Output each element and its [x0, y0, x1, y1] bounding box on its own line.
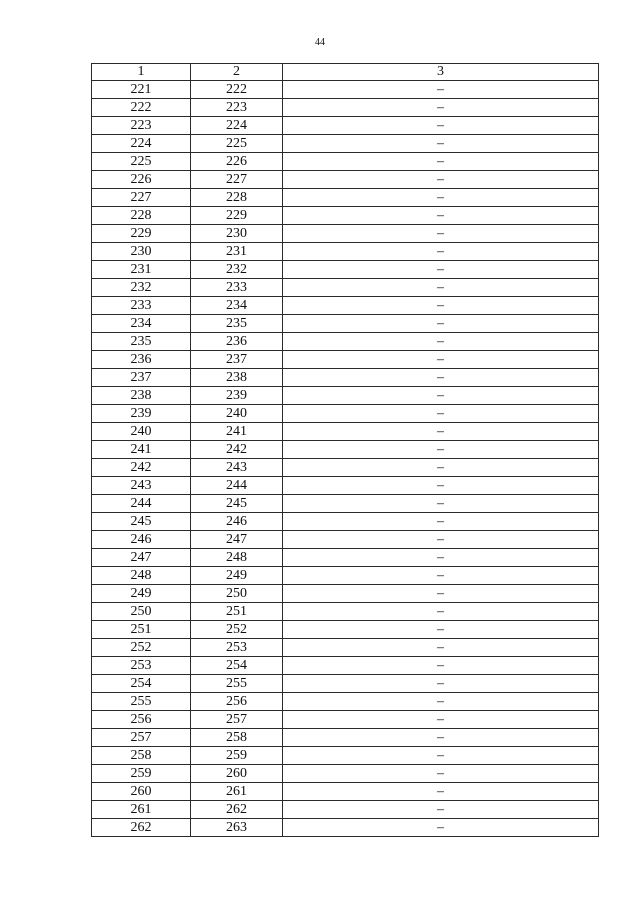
table-cell-col-3: –	[283, 81, 599, 99]
table-cell-col-1: 239	[92, 405, 191, 423]
table-cell-col-1: 246	[92, 531, 191, 549]
table-cell-col-3: –	[283, 549, 599, 567]
table-row	[92, 423, 599, 441]
table-row	[92, 495, 599, 513]
table-cell-col-1: 243	[92, 477, 191, 495]
table-cell-col-1: 226	[92, 171, 191, 189]
table-cell-col-3: –	[283, 297, 599, 315]
table-cell-col-2: 255	[191, 675, 283, 693]
table-header-row	[92, 64, 599, 81]
table-cell-col-1: 245	[92, 513, 191, 531]
table-cell-col-3: –	[283, 459, 599, 477]
table-cell-col-3: –	[283, 171, 599, 189]
table-cell-col-1: 240	[92, 423, 191, 441]
table-cell-col-2: 251	[191, 603, 283, 621]
table-cell-col-2: 263	[191, 819, 283, 837]
table-cell-col-1: 254	[92, 675, 191, 693]
table-row	[92, 297, 599, 315]
table-row	[92, 81, 599, 99]
table-cell-col-2: 224	[191, 117, 283, 135]
table-cell-col-2: 247	[191, 531, 283, 549]
table-cell-col-2: 260	[191, 765, 283, 783]
table-row	[92, 99, 599, 117]
table-cell-col-3: –	[283, 693, 599, 711]
table-row	[92, 243, 599, 261]
table-cell-col-1: 250	[92, 603, 191, 621]
table-body	[92, 81, 599, 837]
table-row	[92, 621, 599, 639]
table-cell-col-1: 221	[92, 81, 191, 99]
table-cell-col-2: 241	[191, 423, 283, 441]
table-cell-col-2: 240	[191, 405, 283, 423]
table-cell-col-2: 234	[191, 297, 283, 315]
table-cell-col-2: 222	[191, 81, 283, 99]
table-row	[92, 657, 599, 675]
table-cell-col-3: –	[283, 351, 599, 369]
table-cell-col-3: –	[283, 729, 599, 747]
table-cell-col-1: 231	[92, 261, 191, 279]
table-row	[92, 765, 599, 783]
table-cell-col-3: –	[283, 747, 599, 765]
table-row	[92, 189, 599, 207]
table-cell-col-2: 242	[191, 441, 283, 459]
table-cell-col-1: 261	[92, 801, 191, 819]
table-cell-col-3: –	[283, 333, 599, 351]
table-cell-col-2: 248	[191, 549, 283, 567]
table-row	[92, 171, 599, 189]
table-cell-col-2: 238	[191, 369, 283, 387]
table-cell-col-1: 229	[92, 225, 191, 243]
table-row	[92, 567, 599, 585]
table-cell-col-1: 234	[92, 315, 191, 333]
table-cell-col-1: 230	[92, 243, 191, 261]
table-row	[92, 441, 599, 459]
table-cell-col-2: 229	[191, 207, 283, 225]
table-cell-col-1: 233	[92, 297, 191, 315]
table-row	[92, 531, 599, 549]
table-cell-col-2: 243	[191, 459, 283, 477]
table-header	[92, 64, 599, 81]
table-cell-col-1: 258	[92, 747, 191, 765]
table-cell-col-1: 241	[92, 441, 191, 459]
table-cell-col-2: 261	[191, 783, 283, 801]
table-cell-col-1: 248	[92, 567, 191, 585]
table-cell-col-1: 255	[92, 693, 191, 711]
table-cell-col-3: –	[283, 315, 599, 333]
table-row	[92, 783, 599, 801]
column-header-3: 3	[283, 64, 599, 81]
table-cell-col-2: 235	[191, 315, 283, 333]
table-cell-col-2: 249	[191, 567, 283, 585]
table-row	[92, 369, 599, 387]
table-row	[92, 513, 599, 531]
table-cell-col-2: 257	[191, 711, 283, 729]
table-cell-col-2: 227	[191, 171, 283, 189]
table-cell-col-1: 236	[92, 351, 191, 369]
table-cell-col-3: –	[283, 135, 599, 153]
table-row	[92, 729, 599, 747]
table-row	[92, 135, 599, 153]
table-row	[92, 315, 599, 333]
table-cell-col-3: –	[283, 207, 599, 225]
table-cell-col-3: –	[283, 621, 599, 639]
table-cell-col-1: 237	[92, 369, 191, 387]
table-cell-col-3: –	[283, 117, 599, 135]
table-cell-col-3: –	[283, 369, 599, 387]
table-row	[92, 585, 599, 603]
table-cell-col-3: –	[283, 387, 599, 405]
table-row	[92, 261, 599, 279]
table-row	[92, 549, 599, 567]
column-header-1: 1	[92, 64, 191, 81]
table-cell-col-3: –	[283, 99, 599, 117]
table-row	[92, 405, 599, 423]
table-row	[92, 711, 599, 729]
table-row	[92, 387, 599, 405]
table-cell-col-1: 225	[92, 153, 191, 171]
table-cell-col-2: 237	[191, 351, 283, 369]
table-cell-col-1: 242	[92, 459, 191, 477]
table-cell-col-1: 256	[92, 711, 191, 729]
table-cell-col-3: –	[283, 405, 599, 423]
table-cell-col-1: 260	[92, 783, 191, 801]
table-cell-col-1: 235	[92, 333, 191, 351]
table-row	[92, 279, 599, 297]
table-cell-col-3: –	[283, 225, 599, 243]
table-row	[92, 207, 599, 225]
table-cell-col-1: 262	[92, 819, 191, 837]
table-cell-col-3: –	[283, 819, 599, 837]
table-cell-col-3: –	[283, 153, 599, 171]
table-cell-col-1: 247	[92, 549, 191, 567]
table-cell-col-3: –	[283, 495, 599, 513]
table-cell-col-2: 228	[191, 189, 283, 207]
table-cell-col-2: 230	[191, 225, 283, 243]
table-cell-col-3: –	[283, 423, 599, 441]
table-cell-col-2: 262	[191, 801, 283, 819]
table-cell-col-3: –	[283, 801, 599, 819]
table-cell-col-1: 232	[92, 279, 191, 297]
table-cell-col-3: –	[283, 279, 599, 297]
page-number: 44	[315, 37, 325, 48]
table-cell-col-1: 257	[92, 729, 191, 747]
table-cell-col-1: 253	[92, 657, 191, 675]
table-cell-col-2: 231	[191, 243, 283, 261]
table-cell-col-3: –	[283, 243, 599, 261]
table-cell-col-3: –	[283, 585, 599, 603]
table-cell-col-3: –	[283, 441, 599, 459]
table-cell-col-2: 259	[191, 747, 283, 765]
table-cell-col-3: –	[283, 639, 599, 657]
table-cell-col-2: 258	[191, 729, 283, 747]
table-cell-col-3: –	[283, 675, 599, 693]
table-row	[92, 477, 599, 495]
table-cell-col-1: 227	[92, 189, 191, 207]
table-cell-col-2: 232	[191, 261, 283, 279]
table-cell-col-2: 245	[191, 495, 283, 513]
table-row	[92, 153, 599, 171]
table-row	[92, 225, 599, 243]
table-cell-col-2: 226	[191, 153, 283, 171]
table-cell-col-1: 228	[92, 207, 191, 225]
table-row	[92, 693, 599, 711]
table-cell-col-2: 223	[191, 99, 283, 117]
column-header-2: 2	[191, 64, 283, 81]
table-cell-col-1: 249	[92, 585, 191, 603]
table-cell-col-2: 233	[191, 279, 283, 297]
table-row	[92, 819, 599, 837]
table-cell-col-1: 251	[92, 621, 191, 639]
table-cell-col-3: –	[283, 513, 599, 531]
table-cell-col-3: –	[283, 261, 599, 279]
table-cell-col-2: 254	[191, 657, 283, 675]
data-table	[91, 63, 599, 837]
table-cell-col-3: –	[283, 783, 599, 801]
table-cell-col-3: –	[283, 189, 599, 207]
table-cell-col-2: 239	[191, 387, 283, 405]
table-cell-col-3: –	[283, 711, 599, 729]
table-cell-col-1: 238	[92, 387, 191, 405]
table-cell-col-2: 252	[191, 621, 283, 639]
table-row	[92, 675, 599, 693]
table-cell-col-2: 246	[191, 513, 283, 531]
table-cell-col-2: 253	[191, 639, 283, 657]
table-row	[92, 459, 599, 477]
table-cell-col-3: –	[283, 477, 599, 495]
table-row	[92, 801, 599, 819]
table-cell-col-1: 244	[92, 495, 191, 513]
table-row	[92, 639, 599, 657]
table-cell-col-1: 222	[92, 99, 191, 117]
table-row	[92, 603, 599, 621]
table-row	[92, 351, 599, 369]
table-cell-col-3: –	[283, 765, 599, 783]
table-cell-col-3: –	[283, 531, 599, 549]
table-cell-col-2: 256	[191, 693, 283, 711]
table-cell-col-2: 225	[191, 135, 283, 153]
table-row	[92, 333, 599, 351]
table-cell-col-1: 259	[92, 765, 191, 783]
table-row	[92, 747, 599, 765]
table-cell-col-1: 223	[92, 117, 191, 135]
table-cell-col-1: 252	[92, 639, 191, 657]
table-cell-col-3: –	[283, 567, 599, 585]
table-row	[92, 117, 599, 135]
table-cell-col-2: 236	[191, 333, 283, 351]
table-cell-col-2: 250	[191, 585, 283, 603]
table-cell-col-3: –	[283, 603, 599, 621]
table-cell-col-2: 244	[191, 477, 283, 495]
table-cell-col-1: 224	[92, 135, 191, 153]
table-cell-col-3: –	[283, 657, 599, 675]
